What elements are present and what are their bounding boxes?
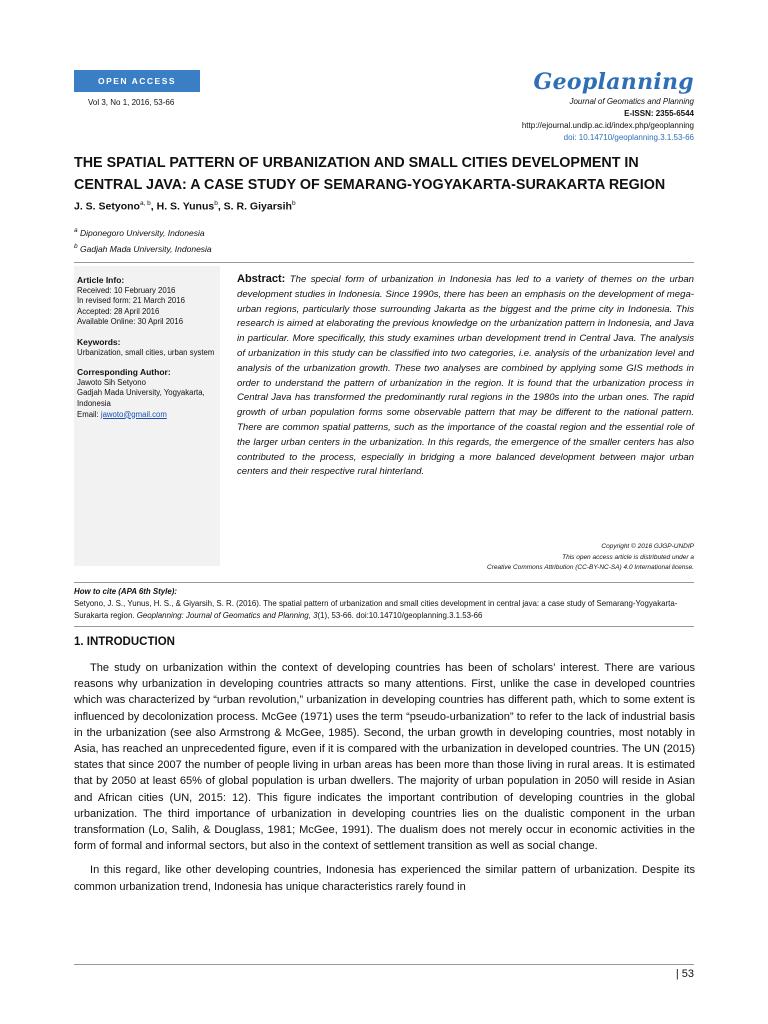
author-name: S. R. Giyarsih: [223, 200, 292, 213]
author-affil-mark: b: [291, 200, 296, 207]
journal-block: [522, 68, 694, 144]
journal-issn: E-ISSN: 2355-6544: [624, 109, 694, 118]
corresponding-author-heading: Corresponding Author:: [77, 367, 171, 378]
author-separator: ,: [217, 200, 224, 213]
corresponding-author-institution: Gadjah Mada University, Yogyakarta, Indonesia: [77, 388, 205, 408]
article-info-heading: Article Info:: [77, 275, 125, 285]
license-name[interactable]: Creative Commons Attribution (CC-BY-NC-SA) 4.0 International license.: [487, 564, 694, 571]
author-affil-mark: b: [214, 200, 218, 207]
article-info-content: [77, 275, 217, 420]
affil-text: Diponegoro University, Indonesia: [80, 227, 205, 238]
journal-url[interactable]: http://ejournal.undip.ac.id/index.php/geoplanning: [521, 121, 694, 130]
author-list: [74, 200, 296, 213]
journal-name: Geoplanning: [533, 69, 694, 95]
email-line: [77, 410, 217, 421]
affiliation: [74, 224, 212, 240]
corresponding-author-name: Jawoto Sih Setyono: [77, 377, 146, 387]
copyright-line: Copyright © 2016 GJGP-UNDIP: [601, 543, 694, 550]
license-line: This open access article is distributed under a: [562, 553, 694, 561]
affiliations: [74, 224, 212, 256]
volume-info: Vol 3, No 1, 2016, 53-66: [88, 98, 175, 107]
citation-text: [74, 598, 696, 622]
abstract-text: The special form of urbanization in Indonesia has led to a variety of themes on the urban development studies in Indonesia. Since 1990s, there has been an emphasis on the development of mega-urban regions, particularly those surrounding Jakarta as the biggest and the prime city in Indonesia. This research is aimed at elaborating the previous knowledge on the urbanization pattern in Indonesia, and Java in particular. More specifically, this study examines urban development trend in Central Java. The analysis of urbanization in this study can be classified into two categories, i.e. analysis of the urbanization level and analysis of the urbanization growth. These two analyses are combined by applying some GIS methods in order to understand the pattern of urbanization in the region. It is found that the urbanization process in Central Java has transformed the predominantly rural regions in the 1980s into the urban ones. The rapid growth of urban population forms some observable pattern that may be different to the national pattern. There are common spatial patterns, such as the importance of the coastal region and the essential role of the larger urban centers in the urbanization. In this regards, the emergence of the smaller centers has also contributed to the process, especially in bridging a more balanced development between major urban centers and their respective rural hinterland.: [237, 274, 694, 478]
section-heading: 1. INTRODUCTION: [74, 636, 175, 648]
affil-mark: a: [74, 227, 78, 234]
divider: [74, 626, 694, 627]
citation-part: Setyono, J. S., Yunus, H. S., & Giyarsih, S. R. (2016). The spatial pattern of urbanization and small cities development in central java: a case study of Semarang-Yogyakarta-Surakarta region.: [74, 599, 678, 620]
affiliation: [74, 240, 212, 256]
citation-part: (1), 53-66. doi:10.14710/geoplanning.3.1.53-66: [317, 611, 483, 620]
keywords-heading: Keywords:: [77, 336, 121, 347]
email-label: Email:: [77, 409, 101, 419]
journal-subtitle: Journal of Geomatics and Planning: [569, 97, 694, 106]
paragraph: The study on urbanization within the context of developing countries has been of scholars’ interest. There are various reasons why urbanization in developing countries attracts so many attentions. First, unlike the case in developed countries which was characterized by “urban revolution,” urbanization in developing countries has different path, which to some extent is influenced by decolonization process. McGee (1971) uses the term “pseudo-urbanization” to refer to the lack of industrial basis in the urbanization (see also Armstrong & McGee, 1985). Second, the urban growth in developing countries, most notably in Asia, has reached an unprecedented figure, even if it is compared with the urbanization in developed countries. The UN (2015) states that since 2007 the number of people living in urban areas has been more than those living in rural areas. It is estimated that by 2050 at least 65% of global population is urban dwellers. The majority of urban population in 2050 will reside in Asian and African cities (UN, 2015: 12). This figure indicates the important contribution of developing countries in the global urbanization. The third importance of urbanization in developing countries lies on the dualistic component in the urban transformation (Lo, Salih, & Douglass, 1981; McGee, 1991). The dualism does not merely occur in economic activities in the form of formal and informal sectors, but also in the context of settlement transition as well as social change.: [74, 662, 695, 853]
online-date: Available Online: 30 April 2016: [77, 317, 184, 327]
how-to-cite: [74, 586, 696, 622]
paragraph: In this regard, like other developing countries, Indonesia has experienced the similar pattern of urbanization. Despite its common urbanization trend, Indonesia has unique characteristics rarely found in: [74, 864, 695, 893]
paper-title: THE SPATIAL PATTERN OF URBANIZATION AND SMALL CITIES DEVELOPMENT IN CENTRAL JAVA: A CASE STUDY OF SEMARANG-YOGYAKARTA-SURAKARTA REGION: [74, 155, 666, 193]
how-to-cite-heading: How to cite (APA 6th Style):: [74, 587, 178, 596]
abstract-label: Abstract:: [237, 273, 286, 285]
affil-text: Gadjah Mada University, Indonesia: [80, 243, 212, 254]
divider: [74, 582, 694, 583]
page-number: | 53: [675, 968, 694, 980]
author-name: J. S. Setyono: [74, 200, 140, 213]
revised-date: In revised form: 21 March 2016: [77, 296, 185, 306]
citation-journal: Geoplanning: Journal of Geomatics and Planning, 3: [136, 611, 318, 620]
author-name: H. S. Yunus: [156, 200, 215, 213]
affil-mark: b: [74, 242, 78, 250]
journal-doi[interactable]: doi: 10.14710/geoplanning.3.1.53-66: [563, 133, 694, 142]
footer-divider: [74, 964, 694, 965]
keywords: Urbanization, small cities, urban system: [77, 347, 215, 357]
abstract: [237, 272, 694, 480]
received-date: Received: 10 February 2016: [77, 285, 176, 295]
accepted-date: Accepted: 28 April 2016: [77, 306, 160, 316]
email-link[interactable]: jawoto@gmail.com: [100, 409, 167, 419]
open-access-badge: OPEN ACCESS: [74, 70, 200, 92]
author-affil-mark: a, b: [139, 200, 151, 207]
author-separator: ,: [150, 200, 157, 213]
copyright-notice: [487, 542, 694, 574]
divider: [74, 262, 694, 263]
body-text: [74, 660, 695, 903]
